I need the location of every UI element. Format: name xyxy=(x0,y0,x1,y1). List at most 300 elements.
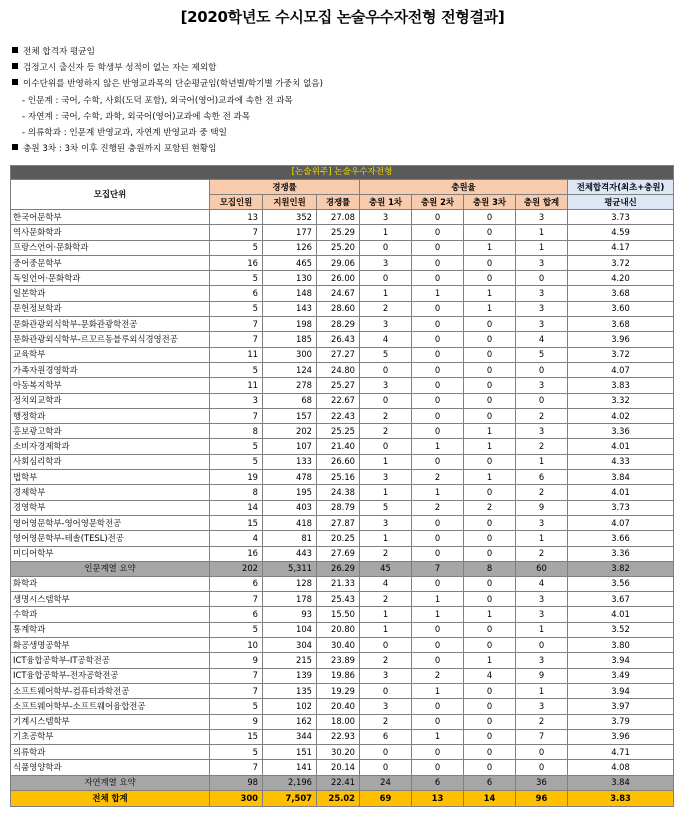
cell-round-total: 1 xyxy=(516,454,568,469)
cell-ratio: 26.29 xyxy=(317,561,360,576)
table-row xyxy=(11,653,674,668)
cell-applicants: 443 xyxy=(263,546,317,561)
cell-round-2: 0 xyxy=(412,638,464,653)
cell-applicants: 195 xyxy=(263,485,317,500)
cell-avg-grade: 3.68 xyxy=(568,317,674,332)
cell-dept-name: 자연계열 요약 xyxy=(11,775,210,790)
cell-round-2: 0 xyxy=(412,362,464,377)
table-row xyxy=(11,408,674,423)
cell-round-total: 3 xyxy=(516,592,568,607)
cell-quota: 6 xyxy=(210,286,263,301)
cell-round-2: 0 xyxy=(412,332,464,347)
table-row xyxy=(11,638,674,653)
cell-ratio: 30.40 xyxy=(317,638,360,653)
table-row xyxy=(11,255,674,270)
cell-round-3: 0 xyxy=(464,576,516,591)
cell-round-2: 1 xyxy=(412,592,464,607)
cell-round-3: 1 xyxy=(464,653,516,668)
cell-round-2: 0 xyxy=(412,301,464,316)
cell-applicants: 157 xyxy=(263,408,317,423)
cell-applicants: 107 xyxy=(263,439,317,454)
cell-round-total: 1 xyxy=(516,531,568,546)
cell-dept-name: 가족자원경영학과 xyxy=(11,362,210,377)
cell-quota: 3 xyxy=(210,393,263,408)
header-quota: 모집인원 xyxy=(210,195,263,210)
table-row xyxy=(11,546,674,561)
note-item xyxy=(12,60,323,76)
cell-ratio: 27.27 xyxy=(317,347,360,362)
note-text: - 자연계 : 국어, 수학, 과학, 외국어(영어)교과에 속한 전 과목 xyxy=(22,111,251,122)
note-text: 검정고시 출신자 등 학생부 성적이 없는 자는 제외함 xyxy=(23,63,217,74)
cell-ratio: 26.00 xyxy=(317,271,360,286)
cell-avg-grade: 3.52 xyxy=(568,622,674,637)
table-row xyxy=(11,317,674,332)
cell-round-1: 3 xyxy=(360,470,412,485)
cell-avg-grade: 3.32 xyxy=(568,393,674,408)
cell-round-2: 0 xyxy=(412,255,464,270)
header-competition: 경쟁률 xyxy=(210,180,360,195)
cell-quota: 15 xyxy=(210,729,263,744)
cell-dept-name: 전체 합계 xyxy=(11,790,210,806)
cell-applicants: 135 xyxy=(263,683,317,698)
cell-round-2: 0 xyxy=(412,454,464,469)
header-round-total: 충원 합계 xyxy=(516,195,568,210)
cell-dept-name: 인문계열 요약 xyxy=(11,561,210,576)
cell-applicants: 300 xyxy=(263,347,317,362)
cell-round-total: 0 xyxy=(516,745,568,760)
table-row xyxy=(11,760,674,775)
cell-round-1: 1 xyxy=(360,454,412,469)
cell-quota: 7 xyxy=(210,592,263,607)
summary-row xyxy=(11,561,674,576)
cell-round-1: 69 xyxy=(360,790,412,806)
cell-applicants: 81 xyxy=(263,531,317,546)
square-bullet-icon xyxy=(12,63,18,69)
cell-round-total: 4 xyxy=(516,332,568,347)
cell-applicants: 5,311 xyxy=(263,561,317,576)
cell-dept-name: 프랑스언어·문화학과 xyxy=(11,240,210,255)
cell-applicants: 202 xyxy=(263,424,317,439)
cell-round-total: 3 xyxy=(516,301,568,316)
table-row xyxy=(11,210,674,225)
table-row xyxy=(11,286,674,301)
cell-ratio: 27.08 xyxy=(317,210,360,225)
table-row xyxy=(11,378,674,393)
cell-round-1: 2 xyxy=(360,424,412,439)
cell-applicants: 151 xyxy=(263,745,317,760)
cell-round-3: 0 xyxy=(464,729,516,744)
cell-round-3: 0 xyxy=(464,255,516,270)
cell-quota: 7 xyxy=(210,225,263,240)
cell-dept-name: ICT융합공학부-IT공학전공 xyxy=(11,653,210,668)
cell-round-3: 0 xyxy=(464,362,516,377)
cell-round-1: 0 xyxy=(360,683,412,698)
cell-round-2: 0 xyxy=(412,424,464,439)
note-text: 이수단위를 반영하지 않은 반영교과목의 단순평균임(학년별/학기별 가중치 없음) xyxy=(23,79,323,90)
cell-round-1: 1 xyxy=(360,622,412,637)
cell-round-2: 0 xyxy=(412,225,464,240)
cell-round-2: 0 xyxy=(412,393,464,408)
cell-round-3: 0 xyxy=(464,393,516,408)
cell-round-total: 2 xyxy=(516,485,568,500)
cell-round-1: 3 xyxy=(360,378,412,393)
table-row xyxy=(11,470,674,485)
cell-ratio: 24.38 xyxy=(317,485,360,500)
cell-round-1: 3 xyxy=(360,668,412,683)
cell-avg-grade: 4.01 xyxy=(568,485,674,500)
cell-round-2: 1 xyxy=(412,729,464,744)
cell-ratio: 25.16 xyxy=(317,470,360,485)
cell-round-3: 8 xyxy=(464,561,516,576)
cell-round-total: 2 xyxy=(516,439,568,454)
header-final: 전체합격자(최초+충원) xyxy=(568,180,674,195)
note-item xyxy=(12,76,323,92)
table-row xyxy=(11,424,674,439)
cell-round-1: 3 xyxy=(360,255,412,270)
cell-round-total: 7 xyxy=(516,729,568,744)
cell-round-3: 0 xyxy=(464,454,516,469)
cell-dept-name: 수학과 xyxy=(11,607,210,622)
header-chungwon: 충원율 xyxy=(360,180,568,195)
cell-round-1: 1 xyxy=(360,286,412,301)
cell-round-3: 0 xyxy=(464,638,516,653)
cell-dept-name: 미디어학부 xyxy=(11,546,210,561)
table-row xyxy=(11,622,674,637)
cell-round-total: 1 xyxy=(516,240,568,255)
header-round-3: 충원 3차 xyxy=(464,195,516,210)
cell-round-3: 1 xyxy=(464,424,516,439)
cell-avg-grade: 4.71 xyxy=(568,745,674,760)
table-row xyxy=(11,301,674,316)
cell-round-1: 0 xyxy=(360,439,412,454)
cell-applicants: 7,507 xyxy=(263,790,317,806)
cell-dept-name: 화공생명공학부 xyxy=(11,638,210,653)
cell-round-3: 6 xyxy=(464,775,516,790)
cell-ratio: 22.41 xyxy=(317,775,360,790)
cell-quota: 11 xyxy=(210,378,263,393)
cell-ratio: 28.60 xyxy=(317,301,360,316)
cell-ratio: 19.86 xyxy=(317,668,360,683)
table-row xyxy=(11,576,674,591)
cell-avg-grade: 3.96 xyxy=(568,729,674,744)
cell-dept-name: 생명시스템학부 xyxy=(11,592,210,607)
cell-round-total: 1 xyxy=(516,683,568,698)
cell-round-1: 5 xyxy=(360,500,412,515)
table-row xyxy=(11,225,674,240)
cell-avg-grade: 4.17 xyxy=(568,240,674,255)
cell-applicants: 198 xyxy=(263,317,317,332)
page-title: [2020학년도 수시모집 논술우수자전형 전형결과] xyxy=(180,8,505,26)
cell-dept-name: 한국어문학부 xyxy=(11,210,210,225)
cell-round-2: 0 xyxy=(412,576,464,591)
cell-round-2: 1 xyxy=(412,286,464,301)
cell-applicants: 162 xyxy=(263,714,317,729)
cell-round-2: 2 xyxy=(412,668,464,683)
table-row xyxy=(11,515,674,530)
cell-dept-name: 아동복지학부 xyxy=(11,378,210,393)
cell-quota: 7 xyxy=(210,317,263,332)
cell-applicants: 128 xyxy=(263,576,317,591)
cell-quota: 10 xyxy=(210,638,263,653)
table-row xyxy=(11,531,674,546)
table-row xyxy=(11,668,674,683)
cell-ratio: 24.80 xyxy=(317,362,360,377)
cell-applicants: 68 xyxy=(263,393,317,408)
cell-ratio: 25.25 xyxy=(317,424,360,439)
cell-avg-grade: 3.94 xyxy=(568,653,674,668)
cell-round-2: 0 xyxy=(412,378,464,393)
cell-avg-grade: 3.82 xyxy=(568,561,674,576)
cell-round-3: 0 xyxy=(464,485,516,500)
cell-round-2: 0 xyxy=(412,622,464,637)
cell-dept-name: 식품영양학과 xyxy=(11,760,210,775)
cell-applicants: 465 xyxy=(263,255,317,270)
cell-round-total: 0 xyxy=(516,362,568,377)
cell-avg-grade: 3.97 xyxy=(568,699,674,714)
cell-round-2: 0 xyxy=(412,760,464,775)
cell-round-3: 4 xyxy=(464,668,516,683)
cell-ratio: 21.40 xyxy=(317,439,360,454)
cell-applicants: 304 xyxy=(263,638,317,653)
cell-dept-name: 일본학과 xyxy=(11,286,210,301)
table-caption: [논술위주] 논술우수자전형 xyxy=(11,166,674,180)
cell-applicants: 344 xyxy=(263,729,317,744)
cell-round-1: 1 xyxy=(360,225,412,240)
square-bullet-icon xyxy=(12,79,18,85)
cell-round-2: 1 xyxy=(412,683,464,698)
cell-round-3: 1 xyxy=(464,607,516,622)
cell-applicants: 124 xyxy=(263,362,317,377)
note-item xyxy=(12,125,323,141)
cell-round-1: 3 xyxy=(360,699,412,714)
cell-round-1: 24 xyxy=(360,775,412,790)
cell-quota: 5 xyxy=(210,240,263,255)
cell-avg-grade: 4.33 xyxy=(568,454,674,469)
cell-ratio: 25.20 xyxy=(317,240,360,255)
cell-round-2: 13 xyxy=(412,790,464,806)
cell-applicants: 93 xyxy=(263,607,317,622)
cell-ratio: 22.67 xyxy=(317,393,360,408)
cell-round-3: 0 xyxy=(464,714,516,729)
cell-ratio: 23.89 xyxy=(317,653,360,668)
cell-avg-grade: 3.83 xyxy=(568,378,674,393)
cell-round-2: 2 xyxy=(412,470,464,485)
cell-avg-grade: 3.72 xyxy=(568,347,674,362)
cell-ratio: 25.02 xyxy=(317,790,360,806)
table-row xyxy=(11,454,674,469)
cell-applicants: 133 xyxy=(263,454,317,469)
cell-quota: 16 xyxy=(210,546,263,561)
cell-quota: 9 xyxy=(210,653,263,668)
cell-round-total: 3 xyxy=(516,378,568,393)
cell-ratio: 25.27 xyxy=(317,378,360,393)
cell-round-total: 4 xyxy=(516,576,568,591)
cell-quota: 4 xyxy=(210,531,263,546)
cell-round-2: 0 xyxy=(412,317,464,332)
table-body xyxy=(11,210,674,807)
cell-avg-grade: 4.08 xyxy=(568,760,674,775)
cell-avg-grade: 3.72 xyxy=(568,255,674,270)
cell-round-total: 2 xyxy=(516,408,568,423)
cell-round-2: 0 xyxy=(412,408,464,423)
note-text: 전체 합격자 평균임 xyxy=(23,47,95,57)
cell-avg-grade: 3.68 xyxy=(568,286,674,301)
cell-quota: 5 xyxy=(210,271,263,286)
table-row xyxy=(11,347,674,362)
cell-round-2: 7 xyxy=(412,561,464,576)
cell-ratio: 20.40 xyxy=(317,699,360,714)
note-item xyxy=(12,141,323,157)
cell-quota: 7 xyxy=(210,332,263,347)
table-row xyxy=(11,332,674,347)
cell-round-3: 0 xyxy=(464,699,516,714)
cell-dept-name: 경영학부 xyxy=(11,500,210,515)
cell-dept-name: 소비자경제학과 xyxy=(11,439,210,454)
header-round-2: 충원 2차 xyxy=(412,195,464,210)
table-row xyxy=(11,393,674,408)
cell-round-2: 1 xyxy=(412,485,464,500)
cell-quota: 98 xyxy=(210,775,263,790)
cell-dept-name: 소프트웨어학부-소프트웨어융합전공 xyxy=(11,699,210,714)
cell-quota: 16 xyxy=(210,255,263,270)
cell-applicants: 2,196 xyxy=(263,775,317,790)
cell-round-1: 0 xyxy=(360,362,412,377)
cell-ratio: 28.79 xyxy=(317,500,360,515)
cell-round-3: 0 xyxy=(464,317,516,332)
cell-round-3: 0 xyxy=(464,683,516,698)
cell-dept-name: 영어영문학부-테솔(TESL)전공 xyxy=(11,531,210,546)
cell-avg-grade: 4.07 xyxy=(568,515,674,530)
cell-quota: 5 xyxy=(210,454,263,469)
cell-avg-grade: 3.84 xyxy=(568,470,674,485)
cell-round-3: 1 xyxy=(464,470,516,485)
cell-avg-grade: 3.67 xyxy=(568,592,674,607)
table-row xyxy=(11,485,674,500)
cell-round-total: 2 xyxy=(516,546,568,561)
cell-dept-name: 의류학과 xyxy=(11,745,210,760)
cell-avg-grade: 3.56 xyxy=(568,576,674,591)
table-row xyxy=(11,745,674,760)
cell-round-1: 0 xyxy=(360,393,412,408)
cell-round-total: 96 xyxy=(516,790,568,806)
cell-ratio: 26.60 xyxy=(317,454,360,469)
cell-ratio: 28.29 xyxy=(317,317,360,332)
table-row xyxy=(11,714,674,729)
cell-quota: 5 xyxy=(210,699,263,714)
cell-round-3: 2 xyxy=(464,500,516,515)
cell-round-2: 1 xyxy=(412,439,464,454)
cell-round-2: 2 xyxy=(412,500,464,515)
summary-row xyxy=(11,775,674,790)
cell-round-3: 0 xyxy=(464,210,516,225)
table-row xyxy=(11,683,674,698)
cell-round-3: 0 xyxy=(464,592,516,607)
cell-round-1: 2 xyxy=(360,592,412,607)
cell-round-3: 0 xyxy=(464,225,516,240)
cell-round-total: 0 xyxy=(516,393,568,408)
table-row xyxy=(11,607,674,622)
cell-round-2: 0 xyxy=(412,531,464,546)
table-row xyxy=(11,592,674,607)
cell-round-1: 1 xyxy=(360,531,412,546)
cell-round-total: 3 xyxy=(516,424,568,439)
cell-round-3: 1 xyxy=(464,286,516,301)
cell-dept-name: 경제학부 xyxy=(11,485,210,500)
table-row xyxy=(11,729,674,744)
cell-avg-grade: 3.83 xyxy=(568,790,674,806)
cell-round-2: 6 xyxy=(412,775,464,790)
table-row xyxy=(11,439,674,454)
cell-dept-name: 행정학과 xyxy=(11,408,210,423)
cell-quota: 7 xyxy=(210,408,263,423)
cell-dept-name: 사회심리학과 xyxy=(11,454,210,469)
cell-round-1: 0 xyxy=(360,638,412,653)
cell-round-2: 0 xyxy=(412,271,464,286)
cell-ratio: 19.29 xyxy=(317,683,360,698)
cell-avg-grade: 3.60 xyxy=(568,301,674,316)
header-applicants: 지원인원 xyxy=(263,195,317,210)
cell-avg-grade: 3.80 xyxy=(568,638,674,653)
table-row xyxy=(11,240,674,255)
cell-avg-grade: 4.59 xyxy=(568,225,674,240)
cell-quota: 8 xyxy=(210,485,263,500)
table-row xyxy=(11,699,674,714)
cell-round-3: 0 xyxy=(464,408,516,423)
cell-applicants: 130 xyxy=(263,271,317,286)
cell-round-total: 3 xyxy=(516,699,568,714)
cell-round-2: 0 xyxy=(412,546,464,561)
cell-round-1: 2 xyxy=(360,301,412,316)
cell-avg-grade: 3.84 xyxy=(568,775,674,790)
cell-round-2: 0 xyxy=(412,515,464,530)
cell-round-total: 3 xyxy=(516,255,568,270)
cell-avg-grade: 4.02 xyxy=(568,408,674,423)
cell-round-1: 2 xyxy=(360,546,412,561)
results-table xyxy=(10,165,674,807)
cell-dept-name: 홍보광고학과 xyxy=(11,424,210,439)
cell-round-3: 0 xyxy=(464,745,516,760)
cell-avg-grade: 3.79 xyxy=(568,714,674,729)
cell-ratio: 20.14 xyxy=(317,760,360,775)
cell-round-3: 1 xyxy=(464,439,516,454)
cell-round-2: 0 xyxy=(412,714,464,729)
cell-round-total: 3 xyxy=(516,515,568,530)
cell-round-1: 4 xyxy=(360,332,412,347)
cell-round-3: 0 xyxy=(464,760,516,775)
cell-round-total: 3 xyxy=(516,317,568,332)
cell-dept-name: 영어영문학부-영어영문학전공 xyxy=(11,515,210,530)
table-row xyxy=(11,362,674,377)
cell-ratio: 29.06 xyxy=(317,255,360,270)
cell-applicants: 278 xyxy=(263,378,317,393)
cell-round-2: 0 xyxy=(412,699,464,714)
cell-quota: 7 xyxy=(210,683,263,698)
cell-round-3: 0 xyxy=(464,515,516,530)
cell-round-total: 0 xyxy=(516,638,568,653)
header-round-1: 충원 1차 xyxy=(360,195,412,210)
cell-round-2: 0 xyxy=(412,745,464,760)
cell-round-1: 3 xyxy=(360,515,412,530)
cell-quota: 9 xyxy=(210,714,263,729)
cell-round-1: 3 xyxy=(360,317,412,332)
cell-round-total: 0 xyxy=(516,760,568,775)
cell-round-total: 5 xyxy=(516,347,568,362)
cell-quota: 6 xyxy=(210,607,263,622)
cell-quota: 5 xyxy=(210,362,263,377)
header-ratio: 경쟁률 xyxy=(317,195,360,210)
cell-quota: 14 xyxy=(210,500,263,515)
cell-round-1: 1 xyxy=(360,607,412,622)
